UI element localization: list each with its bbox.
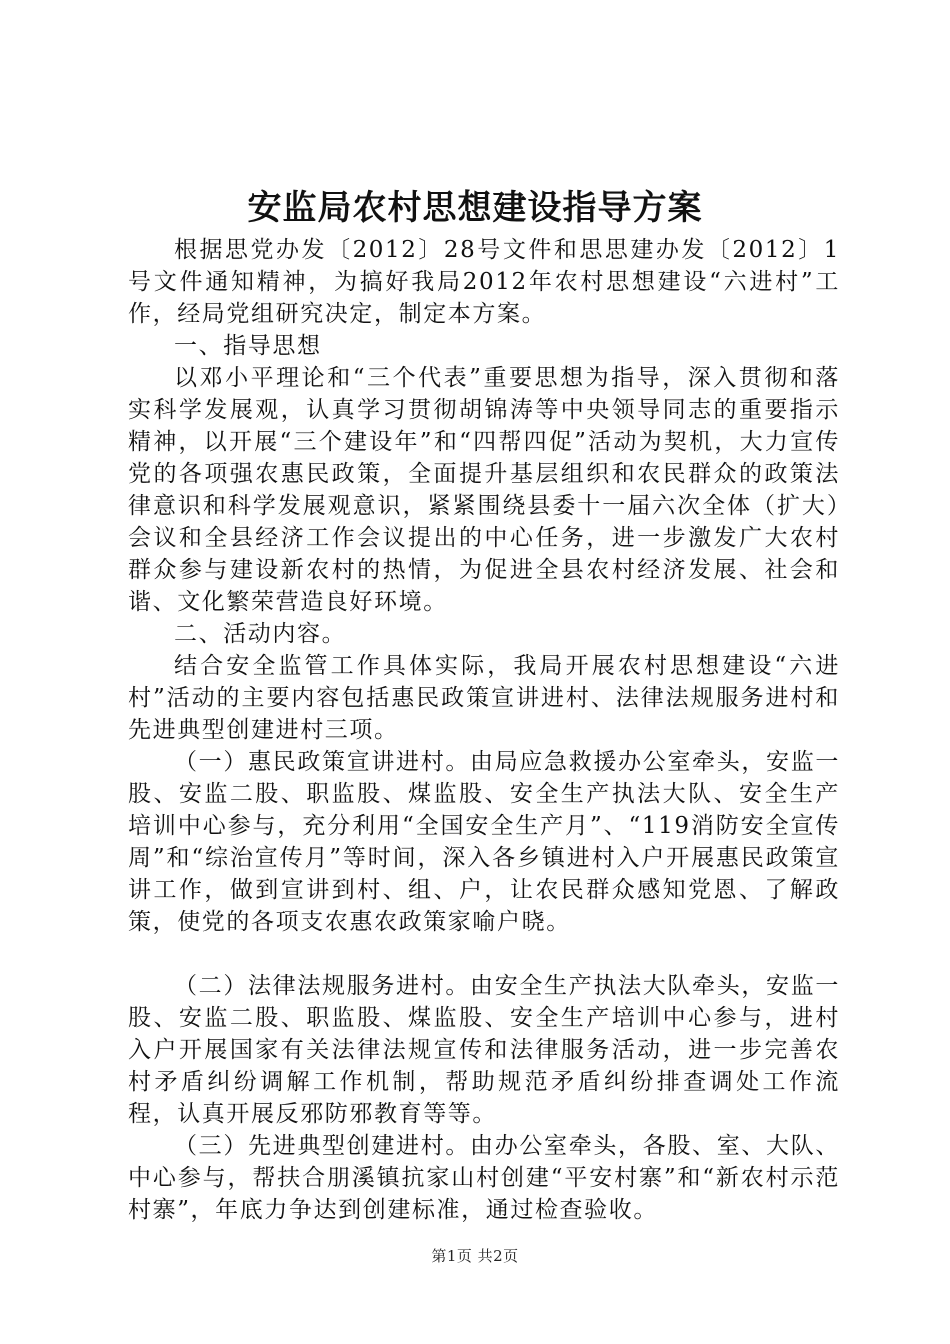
document-title: 安监局农村思想建设指导方案	[247, 188, 703, 228]
guiding-thought-paragraph: 以邓小平理论和“三个代表”重要思想为指导，深入贯彻和落实科学发展观，认真学习贯彻胡锦涛等中央领导同志的重要指示精神，以开展“三个建设年”和“四帮四促”活动为契机，大力宣传党的各项强农惠民政策，全面提升基层组织和农民群众的政策法律意识和科学发展观意识，紧紧围绕县委十一届六次全体（扩大）会议和全县经济工作会议提出的中心任务，进一步激发广大农村群众参与建设新农村的热情，为促进全县农村经济发展、社会和谐、文化繁荣营造良好环境。	[128, 365, 840, 615]
section-heading-activities: 二、活动内容。	[174, 621, 347, 647]
document-body	[128, 234, 840, 1226]
activity-item-legal: （二）法律法规服务进村。由安全生产执法大队牵头，安监一股、安监二股、职监股、煤监股、安全生产培训中心参与，进村入户开展国家有关法律法规宣传和法律服务活动，进一步完善农村矛盾纠纷调解工作机制，帮助规范矛盾纠纷排查调处工作流程，认真开展反邪防邪教育等等。	[128, 973, 840, 1127]
section-heading-guiding-thought: 一、指导思想	[174, 333, 322, 359]
activity-item-model: （三）先进典型创建进村。由办公室牵头，各股、室、大队、中心参与，帮扶合朋溪镇抗家山村创建“平安村寨”和“新农村示范村寨”，年底力争达到创建标准，通过检查验收。	[128, 1133, 840, 1223]
activity-item-policy: （一）惠民政策宣讲进村。由局应急救援办公室牵头，安监一股、安监二股、职监股、煤监股、安全生产执法大队、安全生产培训中心参与，充分利用“全国安全生产月”、“119消防安全宣传周”和“综治宣传月”等时间，深入各乡镇进村入户开展惠民政策宣讲工作，做到宣讲到村、组、户，让农民群众感知党恩、了解政策，使党的各项支农惠农政策家喻户晓。	[128, 749, 840, 935]
intro-paragraph: 根据思党办发〔2012〕28号文件和思思建办发〔2012〕1号文件通知精神，为搞好我局2012年农村思想建设“六进村”工作，经局党组研究决定，制定本方案。	[128, 237, 840, 327]
activities-intro-paragraph: 结合安全监管工作具体实际，我局开展农村思想建设“六进村”活动的主要内容包括惠民政策宣讲进村、法律法规服务进村和先进典型创建进村三项。	[128, 653, 840, 743]
page-footer: 第1页 共2页	[431, 1247, 519, 1265]
